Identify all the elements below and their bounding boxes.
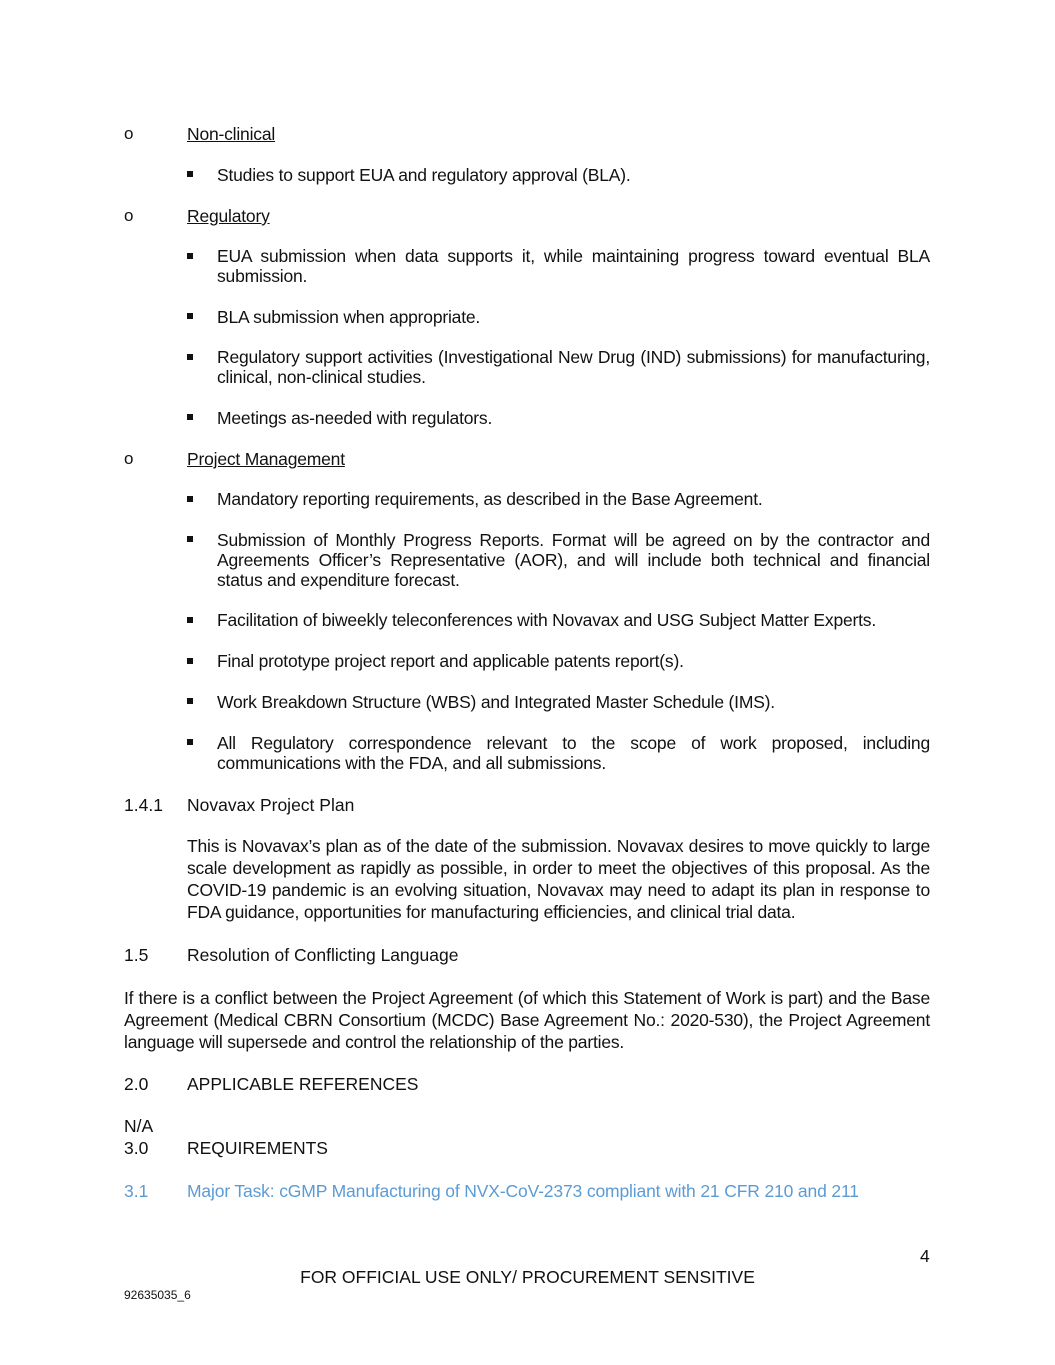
bullet-icon: [187, 658, 193, 664]
bullet-icon: [187, 536, 193, 542]
section-title: REQUIREMENTS: [187, 1138, 328, 1158]
list-item: BLA submission when appropriate.: [217, 307, 481, 327]
list-marker: o: [124, 449, 134, 468]
section-body: This is Novavax’s plan as of the date of the submission. Novavax desires to move quickly to large scale development as rapidly as possible, in order to meet the objectives of this proposal. As the COVID-19 pandemic is an evolving situation, Novavax may need to adapt its plan in response to FDA guidance, opportunities for manufacturing efficiencies, and clinical trial data.: [187, 836, 930, 922]
list-item: Regulatory support activities (Investigational New Drug (IND) submissions) for manufacturing, clinical, non-clinical studies.: [217, 347, 930, 387]
document-id: 92635035_6: [124, 1288, 191, 1302]
list-item: Facilitation of biweekly teleconferences with Novavax and USG Subject Matter Experts.: [217, 610, 877, 630]
nonclinical-heading: Non-clinical: [187, 124, 276, 144]
section-title: Novavax Project Plan: [187, 795, 355, 815]
section-title: APPLICABLE REFERENCES: [187, 1074, 419, 1094]
list-marker: o: [124, 206, 134, 225]
project-management-heading: Project Management: [187, 449, 345, 469]
list-item: Mandatory reporting requirements, as described in the Base Agreement.: [217, 489, 763, 509]
list-item: Final prototype project report and applicable patents report(s).: [217, 651, 684, 671]
section-title: Resolution of Conflicting Language: [187, 945, 459, 965]
section-number: 1.5: [124, 945, 149, 965]
list-item: All Regulatory correspondence relevant to the scope of work proposed, including communications with the FDA, and all submissions.: [217, 733, 930, 773]
section-number: 1.4.1: [124, 795, 163, 815]
footer-notice: FOR OFFICIAL USE ONLY/ PROCUREMENT SENSITIVE: [300, 1267, 755, 1287]
bullet-icon: [187, 313, 193, 319]
section-number: 3.0: [124, 1138, 149, 1158]
bullet-icon: [187, 414, 193, 420]
list-item: Work Breakdown Structure (WBS) and Integrated Master Schedule (IMS).: [217, 692, 775, 712]
bullet-icon: [187, 617, 193, 623]
list-item: Meetings as-needed with regulators.: [217, 408, 493, 428]
section-title: Major Task: cGMP Manufacturing of NVX-CoV-2373 compliant with 21 CFR 210 and 211: [187, 1181, 859, 1201]
list-item: Studies to support EUA and regulatory approval (BLA).: [217, 165, 631, 185]
bullet-icon: [187, 253, 193, 259]
bullet-icon: [187, 496, 193, 502]
section-body: If there is a conflict between the Project Agreement (of which this Statement of Work is part) and the Base Agreement (Medical CBRN Consortium (MCDC) Base Agreement No.: 2020-530), the Project Agreement language will supersede and control the relationship of the parties.: [124, 988, 930, 1052]
regulatory-heading: Regulatory: [187, 206, 270, 226]
list-item: EUA submission when data supports it, while maintaining progress toward eventual BLA submission.: [217, 246, 930, 286]
section-number: 2.0: [124, 1074, 149, 1094]
section-number: 3.1: [124, 1181, 149, 1201]
list-item: Submission of Monthly Progress Reports. Format will be agreed on by the contractor and Agreements Officer’s Representative (AOR), and will include both technical and financial status and expenditure forecast.: [217, 530, 930, 590]
bullet-icon: [187, 171, 193, 177]
bullet-icon: [187, 739, 193, 745]
bullet-icon: [187, 354, 193, 360]
bullet-icon: [187, 698, 193, 704]
list-marker: o: [124, 124, 134, 143]
section-body: N/A: [124, 1116, 154, 1136]
page-number: 4: [920, 1246, 930, 1266]
